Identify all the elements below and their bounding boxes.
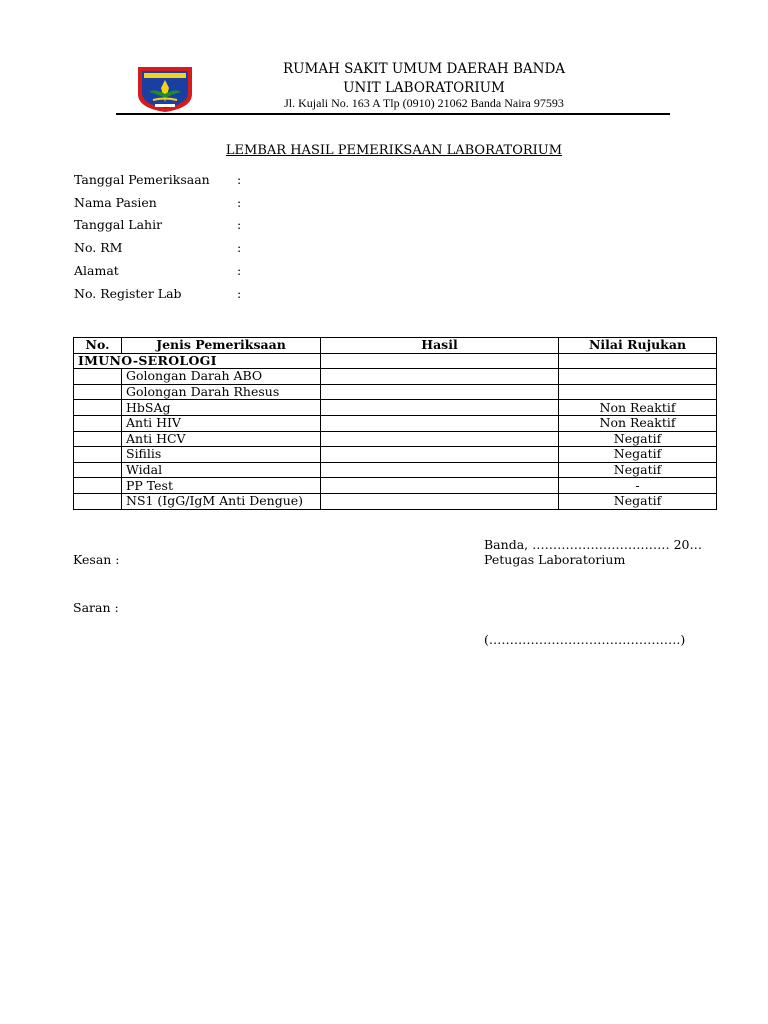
test-name-cell: Anti HIV: [122, 415, 321, 431]
field-separator: :: [237, 263, 242, 278]
result-cell: [321, 431, 559, 447]
result-cell: [321, 462, 559, 478]
reference-cell: [559, 369, 717, 385]
test-name-cell: Golongan Darah Rhesus: [122, 384, 321, 400]
header-no: No.: [74, 338, 122, 354]
result-cell: [321, 415, 559, 431]
field-label: No. Register Lab: [74, 286, 182, 301]
field-label: Tanggal Pemeriksaan: [74, 172, 210, 187]
field-separator: :: [237, 172, 242, 187]
header-hasil: Hasil: [321, 338, 559, 354]
table-row: [74, 462, 717, 478]
results-table: [73, 337, 717, 510]
reference-cell: Negatif: [559, 447, 717, 463]
reference-cell: Negatif: [559, 431, 717, 447]
test-name-cell: HbSAg: [122, 400, 321, 416]
document-title: LEMBAR HASIL PEMERIKSAAN LABORATORIUM: [225, 143, 563, 158]
hospital-address: Jl. Kujali No. 163 A Tlp (0910) 21062 Banda Naira 97593: [284, 96, 564, 110]
field-label: Alamat: [74, 263, 119, 278]
unit-name: UNIT LABORATORIUM: [343, 80, 505, 96]
reference-cell: Negatif: [559, 493, 717, 509]
test-name-cell: NS1 (IgG/IgM Anti Dengue): [122, 493, 321, 509]
result-cell: [321, 478, 559, 494]
field-label: Tanggal Lahir: [74, 217, 163, 232]
result-cell: [321, 447, 559, 463]
section-label: IMUNO-SEROLOGI: [74, 353, 321, 369]
no-cell: [74, 493, 122, 509]
result-cell: [321, 384, 559, 400]
section-row: [74, 353, 717, 369]
no-cell: [74, 447, 122, 463]
no-cell: [74, 415, 122, 431]
reference-cell: Non Reaktif: [559, 400, 717, 416]
test-name-cell: Golongan Darah ABO: [122, 369, 321, 385]
reference-cell: [559, 353, 717, 369]
table-row: [74, 493, 717, 509]
result-cell: [321, 400, 559, 416]
table-row: [74, 400, 717, 416]
no-cell: [74, 478, 122, 494]
field-separator: :: [237, 240, 242, 255]
table-row: [74, 415, 717, 431]
saran-label: Saran :: [73, 600, 119, 615]
kesan-label: Kesan :: [73, 552, 120, 567]
field-separator: :: [237, 217, 242, 232]
no-cell: [74, 431, 122, 447]
reference-cell: -: [559, 478, 717, 494]
officer-title: Petugas Laboratorium: [484, 552, 626, 567]
place-date-line: Banda, …………………………… 20…: [484, 537, 702, 552]
hospital-name: RUMAH SAKIT UMUM DAERAH BANDA: [282, 61, 566, 77]
reference-cell: Non Reaktif: [559, 415, 717, 431]
table-row: [74, 478, 717, 494]
no-cell: [74, 384, 122, 400]
field-label: No. RM: [74, 240, 123, 255]
reference-cell: [559, 384, 717, 400]
header-nilai-rujukan: Nilai Rujukan: [559, 338, 717, 354]
header-jenis-pemeriksaan: Jenis Pemeriksaan: [122, 338, 321, 354]
signature-name-line: (……………………………………….): [484, 632, 686, 647]
table-row: [74, 369, 717, 385]
no-cell: [74, 400, 122, 416]
test-name-cell: Sifilis: [122, 447, 321, 463]
table-row: [74, 431, 717, 447]
table-row: [74, 447, 717, 463]
result-cell: [321, 493, 559, 509]
field-separator: :: [237, 195, 242, 210]
no-cell: [74, 462, 122, 478]
field-label: Nama Pasien: [74, 195, 157, 210]
test-name-cell: PP Test: [122, 478, 321, 494]
test-name-cell: Anti HCV: [122, 431, 321, 447]
field-separator: :: [237, 286, 242, 301]
reference-cell: Negatif: [559, 462, 717, 478]
table-row: [74, 384, 717, 400]
result-cell: [321, 353, 559, 369]
test-name-cell: Widal: [122, 462, 321, 478]
no-cell: [74, 369, 122, 385]
table-header-row: [74, 338, 717, 354]
result-cell: [321, 369, 559, 385]
header-divider: [116, 113, 670, 115]
